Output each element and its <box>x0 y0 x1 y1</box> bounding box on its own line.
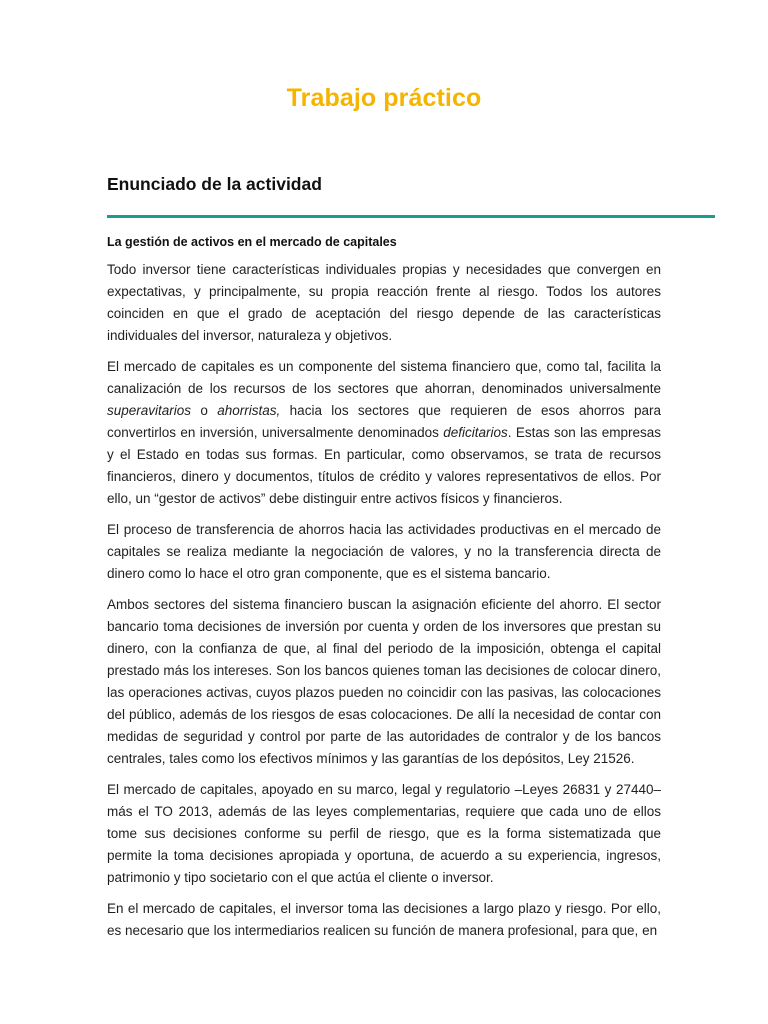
paragraph-4: Ambos sectores del sistema financiero buscan la asignación eficiente del ahorro. El sector bancario toma decisiones de inversión por cuenta y orden de los inversores que prestan su dinero, con la confianza de que, al final del periodo de la imposición, obtenga el capital prestado más los intereses. Son los bancos quienes toman las decisiones de colocar dinero, las operaciones activas, cuyos plazos pueden no coincidir con las pasivas, las colocaciones del público, además de los riesgos de esas colocaciones. De allí la necesidad de contar con medidas de seguridad y control por parte de las autoridades de contralor y de los bancos centrales, tales como los efectivos mínimos y las garantías de los depósitos, Ley 21526. <box>107 597 661 766</box>
document-body <box>107 234 661 951</box>
paragraph-2-term-deficitarios: deficitarios <box>443 425 508 440</box>
section-heading: Enunciado de la actividad <box>107 174 322 194</box>
paragraph-2-text-a: El mercado de capitales es un componente del sistema financiero que, como tal, facilita la canalización de los recursos de los sectores que ahorran, denominados universalmente <box>107 359 661 396</box>
paragraph-2-term-ahorristas: ahorristas, <box>217 403 281 418</box>
paragraph-5: El mercado de capitales, apoyado en su marco, legal y regulatorio –Leyes 26831 y 27440– más el TO 2013, además de las leyes complementarias, requiere que cada uno de ellos tome sus decisiones conforme su perfil de riesgo, que es la forma sistematizada que permite la toma decisiones apropiada y oportuna, de acuerdo a su experiencia, ingresos, patrimonio y tipo societario con el que actúa el cliente o inversor. <box>107 782 661 885</box>
paragraph-2 <box>107 356 661 510</box>
section-divider <box>107 215 715 218</box>
paragraph-6: En el mercado de capitales, el inversor toma las decisiones a largo plazo y riesgo. Por ello, es necesario que los intermediarios realicen su función de manera profesional, para que, en <box>107 901 661 938</box>
paragraph-2-text-c: o <box>191 403 218 418</box>
subheading: La gestión de activos en el mercado de capitales <box>107 235 397 249</box>
paragraph-2-text-g: . Estas son las empresas y el Estado en todas sus formas. En particular, como observamos, se trata de recursos financieros, dinero y documentos, títulos de crédito y valores representativos de ellos. Por ello, un “gestor de activos” debe distinguir entre activos físicos y financieros. <box>107 425 661 506</box>
paragraph-3: El proceso de transferencia de ahorros hacia las actividades productivas en el mercado de capitales se realiza mediante la negociación de valores, y no la transferencia directa de dinero como lo hace el otro gran componente, que es el sistema bancario. <box>107 522 661 581</box>
paragraph-1: Todo inversor tiene características individuales propias y necesidades que convergen en expectativas, y principalmente, su propia reacción frente al riesgo. Todos los autores coinciden en que el grado de aceptación del riesgo depende de las características individuales del inversor, naturaleza y objetivos. <box>107 262 661 343</box>
paragraph-2-text-e: hacia los sectores que requieren de esos ahorros para convertirlos en inversión, universalmente denominados <box>107 403 661 440</box>
document-title: Trabajo práctico <box>286 84 482 112</box>
paragraph-2-term-superavitarios: superavitarios <box>107 403 192 418</box>
